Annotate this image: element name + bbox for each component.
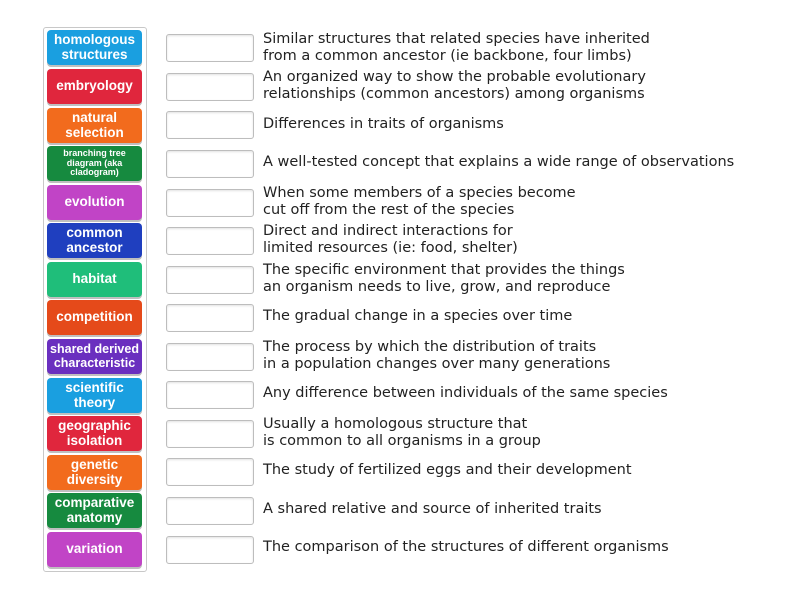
drop-slot-1[interactable]: [166, 34, 254, 62]
drop-slot-2[interactable]: [166, 73, 254, 101]
tile-branching-tree-diagram[interactable]: branching tree diagram (aka cladogram): [47, 146, 142, 181]
description-9: The process by which the distribution of traits in a population changes over many generations: [263, 338, 611, 372]
tile-common-ancestor[interactable]: common ancestor: [47, 223, 142, 258]
tile-geographic-isolation[interactable]: geographic isolation: [47, 416, 142, 451]
drop-slot-6[interactable]: [166, 227, 254, 255]
tile-genetic-diversity[interactable]: genetic diversity: [47, 455, 142, 490]
drop-slot-3[interactable]: [166, 111, 254, 139]
tile-competition[interactable]: competition: [47, 300, 142, 335]
description-3: Differences in traits of organisms: [263, 116, 504, 133]
description-10: Any difference between individuals of the same species: [263, 385, 668, 402]
description-6: Direct and indirect interactions for limited resources (ie: food, shelter): [263, 222, 518, 256]
description-7: The specific environment that provides the things an organism needs to live, grow, and reproduce: [263, 261, 625, 295]
tile-habitat[interactable]: habitat: [47, 262, 142, 297]
description-12: The study of fertilized eggs and their development: [263, 462, 632, 479]
tile-natural-selection[interactable]: natural selection: [47, 108, 142, 143]
drop-slot-5[interactable]: [166, 189, 254, 217]
tile-shared-derived-characteristic[interactable]: shared derived characteristic: [47, 339, 142, 374]
description-11: Usually a homologous structure that is common to all organisms in a group: [263, 415, 541, 449]
description-13: A shared relative and source of inherited traits: [263, 501, 602, 518]
drop-slot-12[interactable]: [166, 458, 254, 486]
tile-evolution[interactable]: evolution: [47, 185, 142, 220]
description-14: The comparison of the structures of different organisms: [263, 539, 669, 556]
drop-slot-4[interactable]: [166, 150, 254, 178]
drop-slot-8[interactable]: [166, 304, 254, 332]
drop-slot-10[interactable]: [166, 381, 254, 409]
drop-slot-7[interactable]: [166, 266, 254, 294]
description-4: A well-tested concept that explains a wide range of observations: [263, 154, 735, 171]
description-8: The gradual change in a species over time: [263, 308, 573, 325]
tile-comparative-anatomy[interactable]: comparative anatomy: [47, 493, 142, 528]
description-5: When some members of a species become cut off from the rest of the species: [263, 184, 576, 218]
drop-slot-14[interactable]: [166, 536, 254, 564]
tile-homologous-structures[interactable]: homologous structures: [47, 30, 142, 65]
drop-slot-13[interactable]: [166, 497, 254, 525]
tile-scientific-theory[interactable]: scientific theory: [47, 378, 142, 413]
drop-slot-11[interactable]: [166, 420, 254, 448]
tile-variation[interactable]: variation: [47, 532, 142, 567]
description-1: Similar structures that related species have inherited from a common ancestor (ie backbone, four limbs): [263, 30, 650, 64]
description-2: An organized way to show the probable evolutionary relationships (common ancestors) among organisms: [263, 68, 646, 102]
tile-embryology[interactable]: embryology: [47, 69, 142, 104]
drop-slot-9[interactable]: [166, 343, 254, 371]
